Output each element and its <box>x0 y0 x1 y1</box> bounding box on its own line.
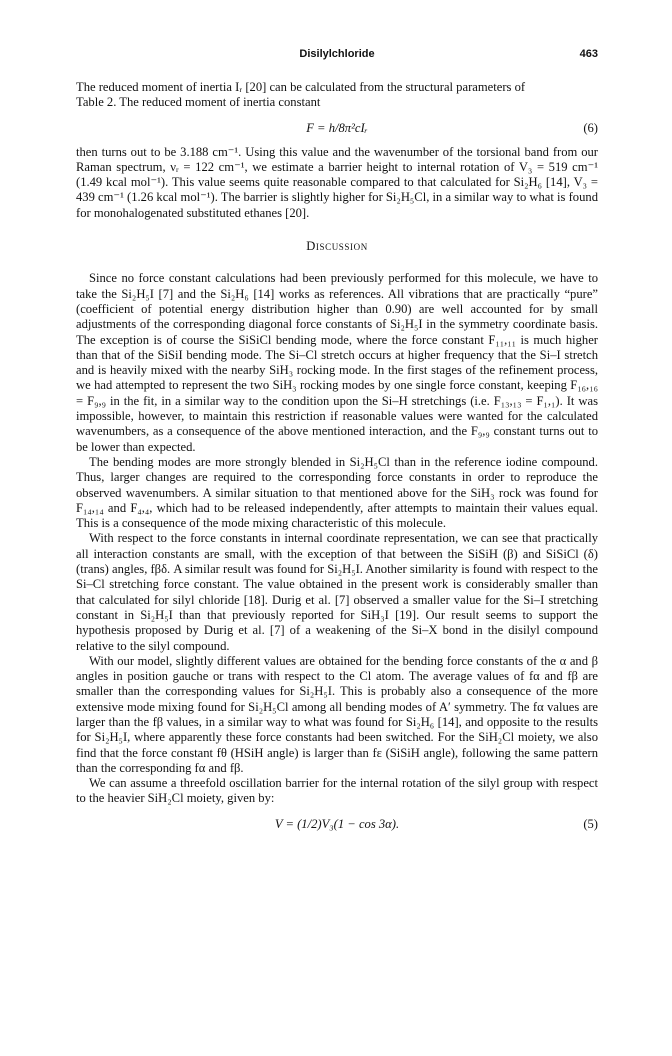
equation-number: (5) <box>583 816 598 831</box>
equation-formula: V = (1/2)V₃(1 − cos 3α). <box>274 816 400 831</box>
section-heading: Discussion <box>306 239 368 254</box>
running-header <box>76 48 598 64</box>
paragraph-line: The reduced moment of inertia Iᵣ [20] can be calculated from the structural parameters of <box>76 80 526 94</box>
equation-formula: F = h/8π²cIᵣ <box>306 120 368 135</box>
paragraph-bending-modes: The bending modes are more strongly blended in Si₂H₅Cl than in the reference iodine compound. Thus, larger changes are required to the corresponding force constants in order to reproduce the observed wavenumbers. A similar situation to that mentioned above for the SiH₃ rock was found for F₁₄,₁₄ and F₄,₄, which had to be released independently, after attempts to maintain their values equal. This is a consequence of the mode mixing characteristic of this molecule. <box>76 454 598 531</box>
paragraph-barrier: then turns out to be 3.188 cm⁻¹. Using this value and the wavenumber of the torsional band from our Raman spectrum, νᵣ = 122 cm⁻¹, we estimate a barrier height to internal rotation of V₃ = 519 cm⁻¹ (1.49 kcal mol⁻¹). This value seems quite reasonable compared to that calculated for Si₂H₆ [14], V₃ = 439 cm⁻¹ (1.26 kcal mol⁻¹). The barrier is slightly higher for Si₂H₅Cl, in a similar way to what is found for monohalogenated substituted ethanes [20]. <box>76 144 598 220</box>
paragraph-internal-coordinates: With respect to the force constants in internal coordinate representation, we can see that practically all interaction constants are small, with the exception of that between the SiSiH (β) and SiSiCl (δ) (trans) angles, fβδ. A similar result was found for Si₂H₅I. Another similarity is found with respect to the Si–Cl stretching force constant. The value obtained in the present work is considerably smaller than that calculated for silyl chloride [18]. Durig et al. [7] observed a smaller value for the Si–I stretching constant in Si₂H₅I than that previously reported for SiH₃I [19]. Our result seems to support the hypothesis proposed by Durig et al. [7] of a weakening of the Si–X bond in the disilyl compound relative to the silyl compound. <box>76 531 598 653</box>
paragraph-model: With our model, slightly different values are obtained for the bending force constants of the α and β angles in position gauche or trans with respect to the Cl atom. The average values of fα and fβ are smaller than the corresponding values for Si₂H₅I. This is probably also a consequence of the more extensive mode mixing found for Si₂H₅Cl among all bending modes of A′ symmetry. The fα values are larger than the fβ values, in a similar way to what was found for Si₂H₆ [14], and opposite to the results for Si₂H₅I, where apparently these force constants had been switched. For the SiH₂Cl moiety, we also find that the force constant fθ (HSiH angle) is larger than fε (SiSiH angle), following the same pattern than the corresponding fα and fβ. <box>76 653 598 775</box>
article-body <box>76 80 598 841</box>
equation-5 <box>76 807 598 841</box>
equation-6 <box>76 111 598 145</box>
page-number: 463 <box>579 48 598 60</box>
equation-number: (6) <box>583 120 598 135</box>
running-title: Disilylchloride <box>299 48 375 60</box>
paragraph-inertia <box>76 80 598 111</box>
paragraph-line: Table 2. The reduced moment of inertia constant <box>76 95 321 110</box>
paragraph-references: Since no force constant calculations had been previously performed for this molecule, we have to take the Si₂H₅I [7] and the Si₂H₆ [14] works as references. All vibrations that are practically “pure” (coefficient of potential energy distribution higher than 0.90) are well accounted for by small adjustments of the corresponding diagonal force constants of Si₂H₅I in the symmetry coordinate basis. The exception is of course the SiSiCl bending mode, where the force constant F₁₁,₁₁ is much higher than that of the SiSiI bending mode. The Si–Cl stretch occurs at higher frequency that the Si–I stretch and is heavily mixed with the nearby SiH₃ rocking mode. In the first stages of the refinement process, we had attempted to represent the two SiH₃ rocking modes by one single force constant, keeping F₁₆,₁₆ = F₉,₉ in the fit, in a similar way to the condition upon the Si–H stretchings (i.e. F₁₃,₁₃ = F₁,₁). It was impossible, however, to maintain this restriction if reasonable values were wanted for the calculated wavenumbers, as a consequence of the above mentioned interaction, and the F₉,₉ constant turns out to be lower than expected. <box>76 271 598 454</box>
paragraph-barrier-assumption: We can assume a threefold oscillation barrier for the internal rotation of the silyl group with respect to the heavier SiH₂Cl moiety, given by: <box>76 776 598 806</box>
